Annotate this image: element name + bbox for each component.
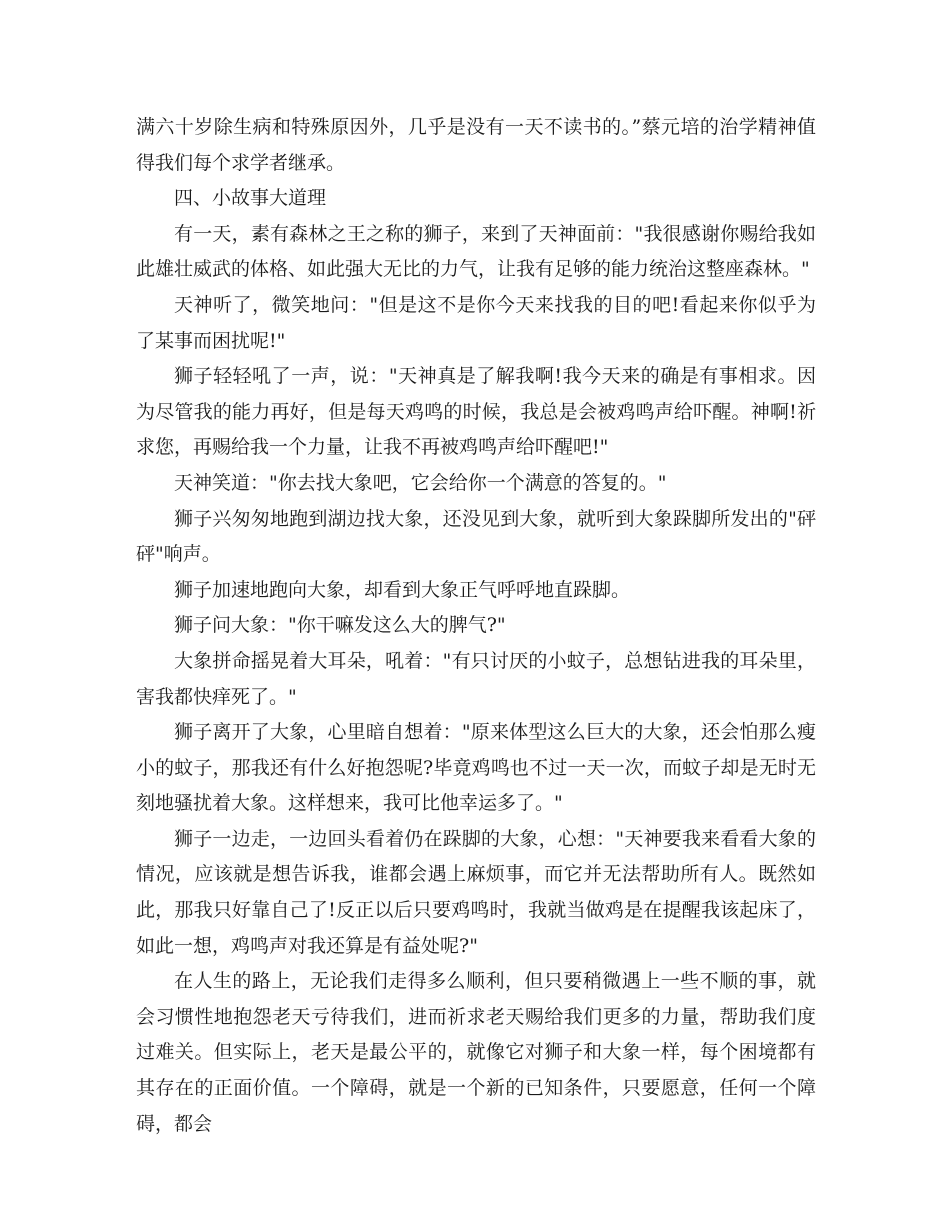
paragraph: 有一天，素有森林之王之称的狮子，来到了天神面前："我很感谢你赐给我如此雄壮威武的体格、如此强大无比的力气，让我有足够的能力统治这整座森林。"	[136, 222, 816, 281]
paragraph: 狮子轻轻吼了一声，说："天神真是了解我啊!我今天来的确是有事相求。因为尽管我的能力再好，但是每天鸡鸣的时候，我总是会被鸡鸣声给吓醒。神啊!祈求您，再赐给我一个力量，让我不再被鸡鸣声给吓醒吧!"	[136, 365, 816, 459]
paragraph: 狮子离开了大象，心里暗自想着："原来体型这么巨大的大象，还会怕那么瘦小的蚊子，那我还有什么好抱怨呢?毕竟鸡鸣也不过一天一次，而蚊子却是无时无刻地骚扰着大象。这样想来，我可比他幸运多了。"	[136, 721, 816, 815]
paragraph: 狮子兴匆匆地跑到湖边找大象，还没见到大象，就听到大象跺脚所发出的"砰砰"响声。	[136, 507, 816, 566]
paragraph: 狮子一边走，一边回头看着仍在跺脚的大象，心想："天神要我来看看大象的情况，应该就是想告诉我，谁都会遇上麻烦事，而它并无法帮助所有人。既然如此，那我只好靠自己了!反正以后只要鸡鸣时，我就当做鸡是在提醒我该起床了，如此一想，鸡鸣声对我还算是有益处呢?"	[136, 827, 816, 957]
paragraph-continuation: 满六十岁除生病和特殊原因外，几乎是没有一天不读书的。”蔡元培的治学精神值得我们每个求学者继承。	[136, 116, 816, 174]
paragraph: 在人生的路上，无论我们走得多么顺利，但只要稍微遇上一些不顺的事，就会习惯性地抱怨老天亏待我们，进而祈求老天赐给我们更多的力量，帮助我们度过难关。但实际上，老天是最公平的，就像它对狮子和大象一样，每个困境都有其存在的正面价值。一个障碍，就是一个新的已知条件，只要愿意，任何一个障碍，都会	[136, 970, 816, 1135]
paragraph: 狮子加速地跑向大象，却看到大象正气呼呼地直跺脚。	[174, 578, 631, 601]
paragraph: 狮子问大象："你干嘛发这么大的脾气?"	[174, 614, 506, 637]
section-heading: 四、小故事大道理	[174, 187, 327, 210]
paragraph: 大象拼命摇晃着大耳朵，吼着："有只讨厌的小蚊子，总想钻进我的耳朵里，害我都快痒死了。"	[136, 649, 816, 708]
paragraph: 天神听了，微笑地问："但是这不是你今天来找我的目的吧!看起来你似乎为了某事而困扰呢!"	[136, 293, 816, 352]
paragraph: 天神笑道："你去找大象吧，它会给你一个满意的答复的。"	[174, 471, 667, 494]
document-body	[136, 110, 816, 1142]
